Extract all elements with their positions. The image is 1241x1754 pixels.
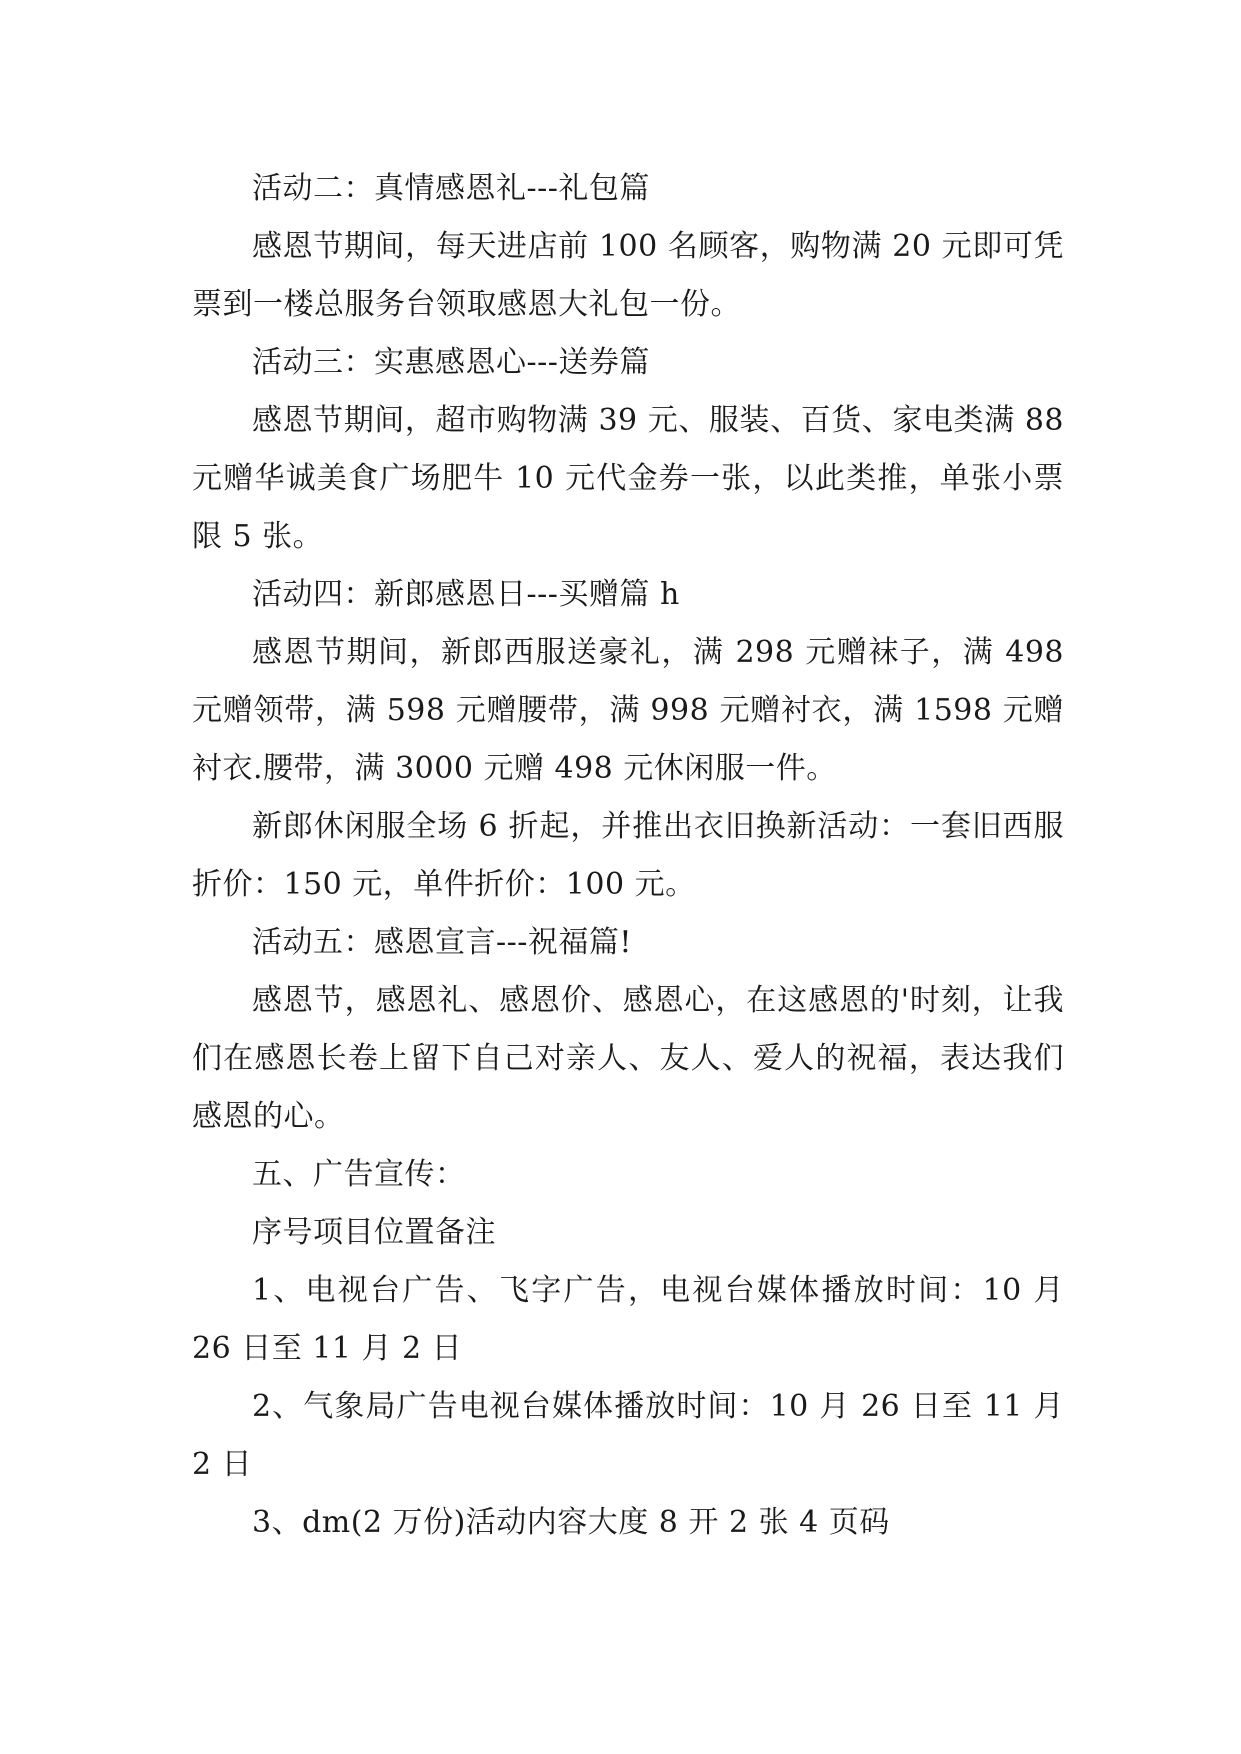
paragraph-coupon: 感恩节期间，超市购物满 39 元、服装、百货、家电类满 88 元赠华诚美食广场肥牛 10 元代金券一张，以此类推，单张小票限 5 张。 bbox=[192, 403, 1075, 554]
document-body bbox=[192, 160, 1075, 1552]
paragraph-table-header: 序号项目位置备注 bbox=[252, 1215, 496, 1250]
heading-activity-three: 活动三：实惠感恩心---送券篇 bbox=[252, 345, 650, 380]
list-item-weather-ad: 2、气象局广告电视台媒体播放时间：10 月 26 日至 11 月 2 日 bbox=[192, 1389, 1075, 1482]
list-item-tv-ad: 1、电视台广告、飞字广告，电视台媒体播放时间：10 月 26 日至 11 月 2 日 bbox=[192, 1273, 1075, 1366]
paragraph-trade-in: 新郎休闲服全场 6 折起，并推出衣旧换新活动：一套旧西服折价：150 元，单件折价：100 元。 bbox=[192, 809, 1064, 902]
heading-advertising: 五、广告宣传： bbox=[252, 1157, 466, 1192]
heading-activity-four: 活动四：新郎感恩日---买赠篇 h bbox=[252, 577, 680, 612]
heading-activity-two: 活动二：真情感恩礼---礼包篇 bbox=[252, 171, 650, 206]
heading-activity-five: 活动五：感恩宣言---祝福篇! bbox=[252, 925, 632, 960]
paragraph-gift-pack: 感恩节期间，每天进店前 100 名顾客，购物满 20 元即可凭票到一楼总服务台领取感恩大礼包一份。 bbox=[192, 229, 1064, 322]
paragraph-suit-gifts: 感恩节期间，新郎西服送豪礼，满 298 元赠袜子，满 498 元赠领带，满 598 元赠腰带，满 998 元赠衬衣，满 1598 元赠衬衣.腰带，满 3000 元赠 498 元休闲服一件。 bbox=[192, 635, 1075, 786]
paragraph-blessing: 感恩节，感恩礼、感恩价、感恩心，在这感恩的'时刻，让我们在感恩长卷上留下自己对亲人、友人、爱人的祝福，表达我们感恩的心。 bbox=[192, 983, 1064, 1134]
list-item-dm-flyer: 3、dm(2 万份)活动内容大度 8 开 2 张 4 页码 bbox=[252, 1505, 890, 1540]
